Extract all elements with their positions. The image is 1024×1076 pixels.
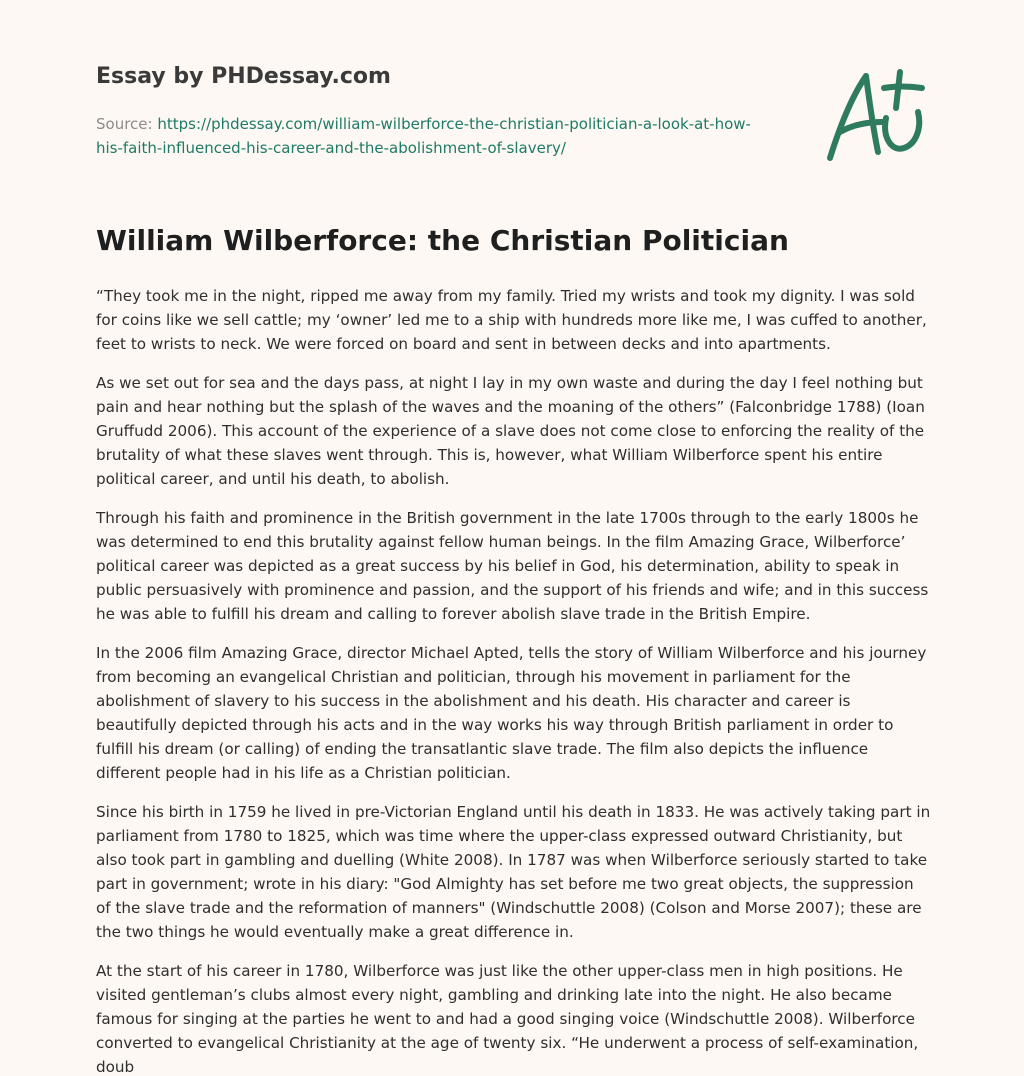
source-label: Source: — [96, 115, 153, 133]
source-url-line1: https://phdessay.com/william-wilberforce-the-christian-politician-a-look-at-how- — [157, 115, 751, 133]
a-plus-logo-icon — [820, 66, 932, 166]
article-title: William Wilberforce: the Christian Politician — [96, 224, 789, 257]
paragraph: “They took me in the night, ripped me away from my family. Tried my wrists and took my dignity. I was sold for coins like we sell cattle; my ‘owner’ led me to a ship with hundreds more like me, I was cuffed to another, feet to wrists to neck. We were forced on board and sent in between decks and into apartments. — [96, 287, 927, 353]
article-body — [96, 284, 932, 1076]
site-brand: Essay by PHDessay.com — [96, 64, 391, 89]
paragraph: In the 2006 film Amazing Grace, director Michael Apted, tells the story of William Wilberforce and his journey from becoming an evangelical Christian and politician, through his movement in parliament for the abolishment of slavery to his success in the abolishment and his death. His character and career is beautifully depicted through his acts and in the way works his way through British parliament in order to fulfill his dream (or calling) of ending the transatlantic slave trade. The film also depicts the influence different people had in his life as a Christian politician. — [96, 644, 927, 782]
paragraph: Since his birth in 1759 he lived in pre-Victorian England until his death in 1833. He was actively taking part in parliament from 1780 to 1825, which was time where the upper-class expressed outward Christianity, but also took part in gambling and duelling (White 2008). In 1787 was when Wilberforce seriously started to take part in government; wrote in his diary: "God Almighty has set before me two great objects, the suppression of the slave trade and the reformation of manners" (Windschuttle 2008) (Colson and Morse 2007); these are the two things he would eventually make a great difference in. — [96, 803, 931, 941]
source-link[interactable] — [96, 115, 751, 157]
source-url-line2: his-faith-influenced-his-career-and-the-abolishment-of-slavery/ — [96, 139, 566, 157]
source-line — [96, 112, 796, 160]
paragraph: At the start of his career in 1780, Wilberforce was just like the other upper-class men in high positions. He visited gentleman’s clubs almost every night, gambling and drinking late into the night. He also became famous for singing at the parties he went to and had a good singing voice (Windschuttle 2008). Wilberforce converted to evangelical Christianity at the age of twenty six. “He underwent a process of self-examination, doub — [96, 962, 919, 1076]
paragraph: Through his faith and prominence in the British government in the late 1700s through to the early 1800s he was determined to end this brutality against fellow human beings. In the film Amazing Grace, Wilberforce’ political career was depicted as a great success by his belief in God, his determination, ability to speak in public persuasively with prominence and passion, and the support of his friends and wife; and in this success he was able to fulfill his dream and calling to forever abolish slave trade in the British Empire. — [96, 509, 929, 623]
paragraph: As we set out for sea and the days pass, at night I lay in my own waste and during the day I feel nothing but pain and hear nothing but the splash of the waves and the moaning of the others” (Falconbridge 1788) (Ioan Gruffudd 2006). This account of the experience of a slave does not come close to enforcing the reality of the brutality of what these slaves went through. This is, however, what William Wilberforce spent his entire political career, and until his death, to abolish. — [96, 374, 925, 488]
